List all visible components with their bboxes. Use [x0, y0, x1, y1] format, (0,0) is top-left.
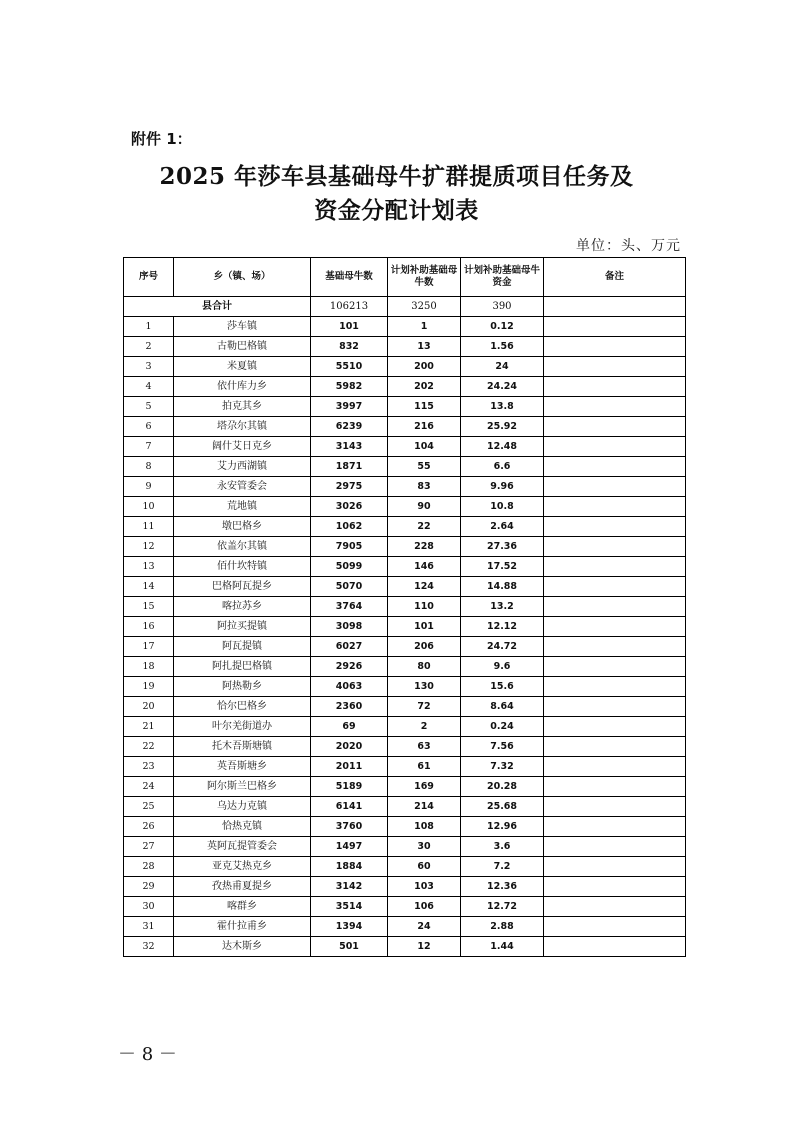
row-seq: 27 — [124, 837, 174, 857]
row-seq: 13 — [124, 557, 174, 577]
row-plan-cows: 214 — [388, 797, 461, 817]
row-plan-cows: 146 — [388, 557, 461, 577]
row-plan-funds: 9.6 — [461, 657, 544, 677]
row-plan-cows: 83 — [388, 477, 461, 497]
row-plan-cows: 106 — [388, 897, 461, 917]
row-plan-funds: 25.68 — [461, 797, 544, 817]
table-row — [124, 577, 686, 597]
row-plan-funds: 9.96 — [461, 477, 544, 497]
row-town: 喀拉苏乡 — [174, 597, 311, 617]
row-note — [544, 917, 686, 937]
row-seq: 17 — [124, 637, 174, 657]
row-plan-cows: 108 — [388, 817, 461, 837]
row-note — [544, 337, 686, 357]
table-row — [124, 917, 686, 937]
row-base-cows: 5982 — [311, 377, 388, 397]
row-plan-cows: 202 — [388, 377, 461, 397]
row-plan-funds: 7.56 — [461, 737, 544, 757]
row-seq: 22 — [124, 737, 174, 757]
row-plan-funds: 10.8 — [461, 497, 544, 517]
row-seq: 31 — [124, 917, 174, 937]
row-note — [544, 597, 686, 617]
row-town: 托木吾斯塘镇 — [174, 737, 311, 757]
row-base-cows: 4063 — [311, 677, 388, 697]
row-plan-funds: 12.48 — [461, 437, 544, 457]
table-row — [124, 377, 686, 397]
row-note — [544, 777, 686, 797]
total-base-cows: 106213 — [311, 297, 388, 317]
total-label: 县合计 — [124, 297, 311, 317]
row-plan-funds: 14.88 — [461, 577, 544, 597]
row-base-cows: 1062 — [311, 517, 388, 537]
row-plan-cows: 110 — [388, 597, 461, 617]
row-base-cows: 2011 — [311, 757, 388, 777]
row-town: 英吾斯塘乡 — [174, 757, 311, 777]
row-seq: 30 — [124, 897, 174, 917]
row-plan-cows: 22 — [388, 517, 461, 537]
table-row — [124, 937, 686, 957]
row-note — [544, 377, 686, 397]
row-seq: 1 — [124, 317, 174, 337]
row-note — [544, 617, 686, 637]
total-row — [124, 297, 686, 317]
row-base-cows: 5099 — [311, 557, 388, 577]
row-town: 乌达力克镇 — [174, 797, 311, 817]
row-plan-funds: 7.2 — [461, 857, 544, 877]
row-base-cows: 6141 — [311, 797, 388, 817]
row-seq: 24 — [124, 777, 174, 797]
total-note — [544, 297, 686, 317]
page-number: － 8 － — [118, 1044, 177, 1065]
row-plan-cows: 61 — [388, 757, 461, 777]
row-seq: 4 — [124, 377, 174, 397]
row-plan-funds: 27.36 — [461, 537, 544, 557]
row-note — [544, 637, 686, 657]
row-note — [544, 857, 686, 877]
row-town: 英阿瓦提管委会 — [174, 837, 311, 857]
table-header-row — [124, 258, 686, 297]
row-plan-cows: 200 — [388, 357, 461, 377]
row-town: 永安管委会 — [174, 477, 311, 497]
row-plan-cows: 60 — [388, 857, 461, 877]
row-base-cows: 5510 — [311, 357, 388, 377]
row-note — [544, 477, 686, 497]
row-note — [544, 357, 686, 377]
row-plan-funds: 12.36 — [461, 877, 544, 897]
row-note — [544, 797, 686, 817]
row-town: 巴格阿瓦提乡 — [174, 577, 311, 597]
table-row — [124, 557, 686, 577]
row-note — [544, 837, 686, 857]
row-seq: 25 — [124, 797, 174, 817]
row-seq: 20 — [124, 697, 174, 717]
row-note — [544, 577, 686, 597]
table-row — [124, 437, 686, 457]
row-plan-funds: 15.6 — [461, 677, 544, 697]
table-row — [124, 337, 686, 357]
row-town: 阿拉买提镇 — [174, 617, 311, 637]
row-note — [544, 557, 686, 577]
table-row — [124, 857, 686, 877]
row-base-cows: 501 — [311, 937, 388, 957]
row-town: 依什库力乡 — [174, 377, 311, 397]
row-note — [544, 697, 686, 717]
row-plan-funds: 17.52 — [461, 557, 544, 577]
row-plan-cows: 130 — [388, 677, 461, 697]
row-base-cows: 1394 — [311, 917, 388, 937]
row-plan-funds: 2.64 — [461, 517, 544, 537]
row-seq: 8 — [124, 457, 174, 477]
row-plan-funds: 8.64 — [461, 697, 544, 717]
table-row — [124, 657, 686, 677]
row-plan-cows: 115 — [388, 397, 461, 417]
row-base-cows: 2975 — [311, 477, 388, 497]
row-plan-cows: 228 — [388, 537, 461, 557]
row-plan-funds: 13.8 — [461, 397, 544, 417]
row-town: 亚克艾热克乡 — [174, 857, 311, 877]
row-town: 佰什坎特镇 — [174, 557, 311, 577]
table-row — [124, 417, 686, 437]
row-plan-funds: 1.56 — [461, 337, 544, 357]
row-plan-cows: 90 — [388, 497, 461, 517]
row-seq: 21 — [124, 717, 174, 737]
row-base-cows: 69 — [311, 717, 388, 737]
table-row — [124, 837, 686, 857]
row-seq: 28 — [124, 857, 174, 877]
row-plan-cows: 80 — [388, 657, 461, 677]
row-base-cows: 6239 — [311, 417, 388, 437]
row-note — [544, 717, 686, 737]
row-town: 阿尔斯兰巴格乡 — [174, 777, 311, 797]
row-plan-cows: 103 — [388, 877, 461, 897]
row-plan-funds: 6.6 — [461, 457, 544, 477]
row-base-cows: 2020 — [311, 737, 388, 757]
row-plan-funds: 7.32 — [461, 757, 544, 777]
row-town: 荒地镇 — [174, 497, 311, 517]
row-seq: 11 — [124, 517, 174, 537]
row-note — [544, 437, 686, 457]
row-note — [544, 497, 686, 517]
row-base-cows: 3098 — [311, 617, 388, 637]
table-row — [124, 697, 686, 717]
row-base-cows: 832 — [311, 337, 388, 357]
row-plan-funds: 0.12 — [461, 317, 544, 337]
header-seq: 序号 — [124, 258, 174, 297]
row-note — [544, 937, 686, 957]
row-base-cows: 3026 — [311, 497, 388, 517]
row-seq: 14 — [124, 577, 174, 597]
table-row — [124, 537, 686, 557]
row-plan-funds: 3.6 — [461, 837, 544, 857]
row-town: 阿瓦提镇 — [174, 637, 311, 657]
row-base-cows: 3997 — [311, 397, 388, 417]
row-plan-funds: 24.72 — [461, 637, 544, 657]
row-town: 达木斯乡 — [174, 937, 311, 957]
row-plan-funds: 12.12 — [461, 617, 544, 637]
table-row — [124, 617, 686, 637]
row-plan-cows: 2 — [388, 717, 461, 737]
row-seq: 5 — [124, 397, 174, 417]
row-town: 恰尔巴格乡 — [174, 697, 311, 717]
document-title-line-2: 资金分配计划表 — [314, 197, 479, 224]
row-town: 艾力西湖镇 — [174, 457, 311, 477]
row-plan-funds: 13.2 — [461, 597, 544, 617]
row-town: 依盖尔其镇 — [174, 537, 311, 557]
total-plan-funds: 390 — [461, 297, 544, 317]
table-row — [124, 797, 686, 817]
row-base-cows: 3764 — [311, 597, 388, 617]
row-plan-funds: 25.92 — [461, 417, 544, 437]
row-base-cows: 1497 — [311, 837, 388, 857]
row-town: 米夏镇 — [174, 357, 311, 377]
row-base-cows: 6027 — [311, 637, 388, 657]
row-note — [544, 817, 686, 837]
attachment-label: 附件 1： — [131, 130, 192, 148]
row-note — [544, 757, 686, 777]
header-plan-funds: 计划补助基础母牛资金 — [461, 258, 544, 297]
row-note — [544, 517, 686, 537]
row-plan-funds: 24.24 — [461, 377, 544, 397]
row-base-cows: 3514 — [311, 897, 388, 917]
table-row — [124, 737, 686, 757]
row-town: 拍克其乡 — [174, 397, 311, 417]
row-base-cows: 2926 — [311, 657, 388, 677]
row-plan-funds: 24 — [461, 357, 544, 377]
row-seq: 32 — [124, 937, 174, 957]
row-plan-cows: 24 — [388, 917, 461, 937]
table-row — [124, 317, 686, 337]
unit-label: 单位：头、万元 — [576, 238, 681, 254]
table-row — [124, 597, 686, 617]
row-town: 阔什艾日克乡 — [174, 437, 311, 457]
row-base-cows: 2360 — [311, 697, 388, 717]
row-note — [544, 537, 686, 557]
row-town: 孜热甫夏提乡 — [174, 877, 311, 897]
row-seq: 16 — [124, 617, 174, 637]
row-plan-cows: 12 — [388, 937, 461, 957]
row-plan-cows: 101 — [388, 617, 461, 637]
row-note — [544, 677, 686, 697]
row-plan-cows: 55 — [388, 457, 461, 477]
table-row — [124, 477, 686, 497]
row-base-cows: 7905 — [311, 537, 388, 557]
row-plan-funds: 1.44 — [461, 937, 544, 957]
row-seq: 19 — [124, 677, 174, 697]
table-row — [124, 637, 686, 657]
row-town: 喀群乡 — [174, 897, 311, 917]
row-plan-cows: 63 — [388, 737, 461, 757]
header-town: 乡（镇、场） — [174, 258, 311, 297]
row-note — [544, 397, 686, 417]
row-seq: 6 — [124, 417, 174, 437]
row-base-cows: 3142 — [311, 877, 388, 897]
document-title-line-1: 2025 年莎车县基础母牛扩群提质项目任务及 — [159, 163, 634, 190]
table-row — [124, 897, 686, 917]
row-seq: 9 — [124, 477, 174, 497]
table-row — [124, 357, 686, 377]
table-row — [124, 877, 686, 897]
row-base-cows: 3143 — [311, 437, 388, 457]
row-plan-funds: 2.88 — [461, 917, 544, 937]
row-seq: 29 — [124, 877, 174, 897]
row-plan-cows: 13 — [388, 337, 461, 357]
row-town: 莎车镇 — [174, 317, 311, 337]
row-seq: 23 — [124, 757, 174, 777]
row-note — [544, 657, 686, 677]
row-note — [544, 737, 686, 757]
row-seq: 10 — [124, 497, 174, 517]
row-town: 墩巴格乡 — [174, 517, 311, 537]
row-note — [544, 417, 686, 437]
row-plan-cows: 206 — [388, 637, 461, 657]
table-row — [124, 777, 686, 797]
table-row — [124, 397, 686, 417]
row-plan-funds: 20.28 — [461, 777, 544, 797]
table-row — [124, 517, 686, 537]
table-row — [124, 817, 686, 837]
row-plan-cows: 1 — [388, 317, 461, 337]
header-plan-cows: 计划补助基础母牛数 — [388, 258, 461, 297]
row-town: 阿热勒乡 — [174, 677, 311, 697]
row-plan-cows: 216 — [388, 417, 461, 437]
row-plan-cows: 124 — [388, 577, 461, 597]
row-town: 阿扎提巴格镇 — [174, 657, 311, 677]
total-plan-cows: 3250 — [388, 297, 461, 317]
row-town: 霍什拉甫乡 — [174, 917, 311, 937]
row-town: 塔尕尔其镇 — [174, 417, 311, 437]
table-row — [124, 677, 686, 697]
row-town: 叶尔羌街道办 — [174, 717, 311, 737]
row-seq: 2 — [124, 337, 174, 357]
header-base-cows: 基础母牛数 — [311, 258, 388, 297]
row-seq: 3 — [124, 357, 174, 377]
row-plan-cows: 30 — [388, 837, 461, 857]
table-row — [124, 717, 686, 737]
row-base-cows: 3760 — [311, 817, 388, 837]
row-base-cows: 5189 — [311, 777, 388, 797]
row-town: 恰热克镇 — [174, 817, 311, 837]
row-plan-funds: 12.72 — [461, 897, 544, 917]
row-base-cows: 5070 — [311, 577, 388, 597]
table-row — [124, 757, 686, 777]
row-base-cows: 101 — [311, 317, 388, 337]
row-note — [544, 317, 686, 337]
row-plan-cows: 104 — [388, 437, 461, 457]
row-note — [544, 897, 686, 917]
row-town: 古勒巴格镇 — [174, 337, 311, 357]
table-row — [124, 457, 686, 477]
table-row — [124, 497, 686, 517]
row-note — [544, 877, 686, 897]
header-note: 备注 — [544, 258, 686, 297]
row-note — [544, 457, 686, 477]
row-plan-cows: 72 — [388, 697, 461, 717]
allocation-table — [123, 257, 686, 957]
row-base-cows: 1871 — [311, 457, 388, 477]
row-base-cows: 1884 — [311, 857, 388, 877]
row-plan-funds: 0.24 — [461, 717, 544, 737]
row-plan-cows: 169 — [388, 777, 461, 797]
row-seq: 12 — [124, 537, 174, 557]
row-plan-funds: 12.96 — [461, 817, 544, 837]
row-seq: 15 — [124, 597, 174, 617]
row-seq: 26 — [124, 817, 174, 837]
row-seq: 18 — [124, 657, 174, 677]
row-seq: 7 — [124, 437, 174, 457]
